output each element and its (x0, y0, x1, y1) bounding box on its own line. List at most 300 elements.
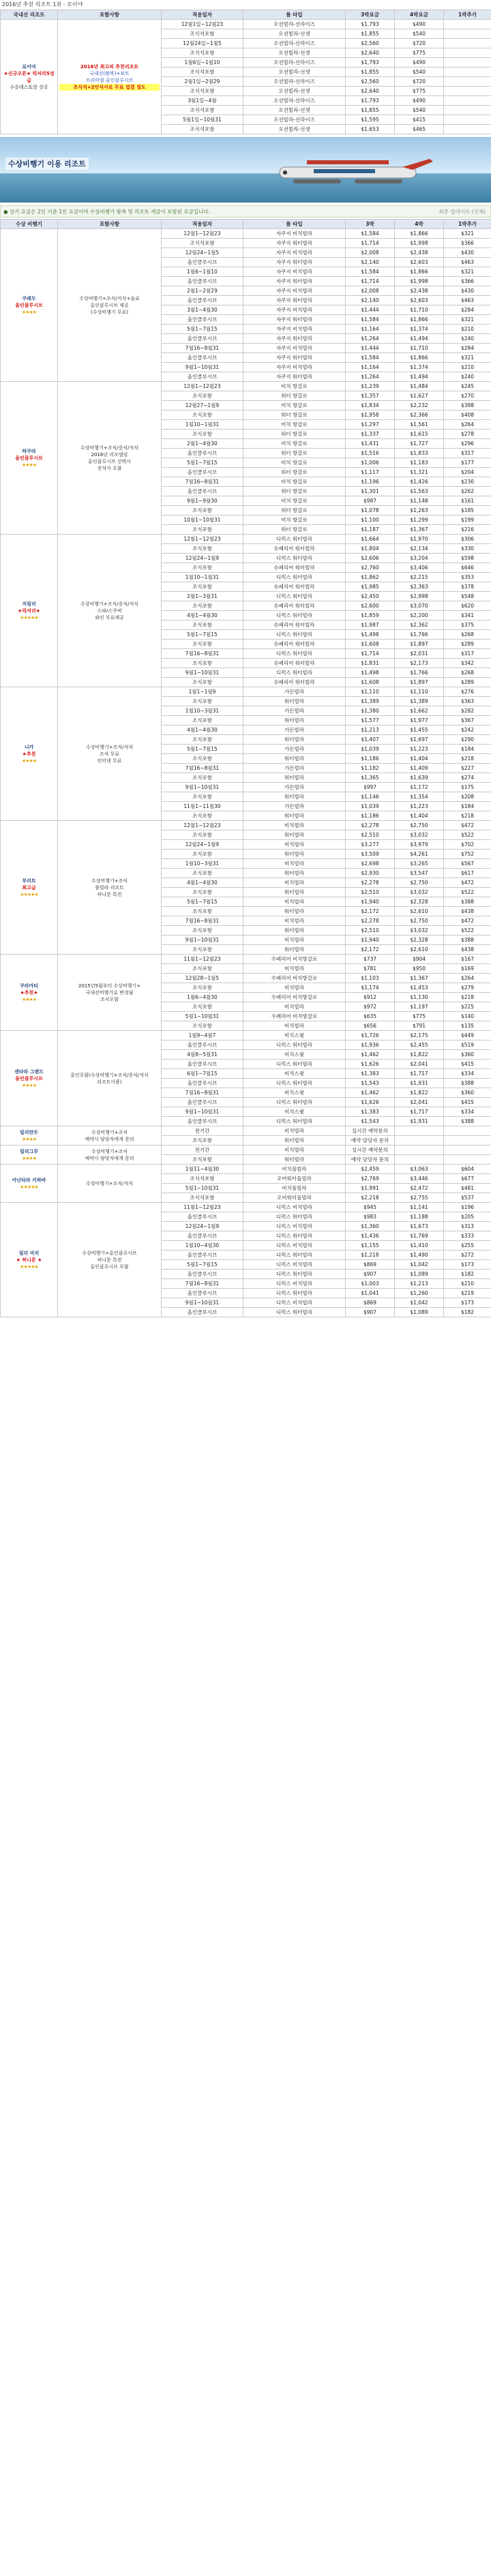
seaplane-banner (0, 137, 491, 203)
room-cell: 워터빌라 (243, 792, 346, 802)
price-extra: $360 (444, 1050, 491, 1060)
date-cell: 조식포함 (162, 945, 243, 955)
date-cell: 조식포함 (162, 1002, 243, 1012)
include-cell: 수상비행기+조식/중식/석식 2016년 리모델링 올인클루시브 선택시 전석사 포함 (58, 382, 162, 535)
date-cell: 올인클루시브 (162, 487, 243, 496)
date-cell: 7월16~8월31 (162, 916, 243, 926)
date-cell: 올인클루시브 (162, 258, 243, 267)
table-row (1, 955, 491, 964)
price-4night: $2,472 (395, 1184, 444, 1193)
resort-cell (1, 687, 58, 821)
date-cell: 조식포함 (162, 983, 243, 993)
price-3night: 예약 담당자 문의 (346, 1155, 395, 1165)
price-extra: $169 (444, 964, 491, 974)
price-extra: $167 (444, 955, 491, 964)
price-4night: $2,603 (395, 258, 444, 267)
price-3night: $1,186 (346, 811, 395, 821)
date-cell: 조식포함 (162, 735, 243, 745)
date-cell: 올인클루시브 (162, 1098, 243, 1107)
room-cell: 워터 방갈로 (243, 410, 346, 420)
cell (444, 68, 491, 77)
table-row (1, 1126, 491, 1136)
price-extra: $317 (444, 649, 491, 659)
price-extra: $313 (444, 1222, 491, 1231)
price-1night: $720 (395, 39, 444, 48)
date-cell: 1월6~4월30 (162, 993, 243, 1002)
room-cell: 비치빌라 (243, 1002, 346, 1012)
price-3night: $3,277 (346, 840, 395, 850)
price-extra (444, 1136, 491, 1145)
date-cell: 9월1~10월31 (162, 1298, 243, 1308)
date-cell: 조식포함 (162, 754, 243, 764)
price-extra: $216 (444, 525, 491, 535)
date-cell: 올인클루시브 (162, 468, 243, 477)
resort-name[interactable]: 지링리 (22, 601, 36, 607)
price-4night: $1,223 (395, 802, 444, 811)
price-4night: $1,563 (395, 487, 444, 496)
resort-cell (1, 535, 58, 687)
date-cell: 조식포함 (162, 601, 243, 611)
price-4night: $1,354 (395, 792, 444, 802)
resort-tag: ★추천 (22, 751, 36, 757)
price-extra: $204 (444, 468, 491, 477)
price-extra: $334 (444, 1069, 491, 1079)
price-extra: $522 (444, 926, 491, 935)
price-extra: $218 (444, 811, 491, 821)
price-4night: $1,710 (395, 344, 444, 353)
date-cell: 올인클루시브 (162, 315, 243, 325)
date-cell: 1월10~1월31 (162, 573, 243, 582)
room-cell: 비치빌라 (243, 1145, 346, 1155)
price-3night: $2,218 (346, 1193, 395, 1203)
price-4night: $1,455 (395, 725, 444, 735)
price-4night: $1,404 (395, 811, 444, 821)
price-4night: $2,998 (395, 592, 444, 601)
resort-name[interactable]: 쿠라마티 (19, 983, 39, 989)
price-3night: $1,110 (346, 687, 395, 697)
room-cell: 비치빌라 (243, 1021, 346, 1031)
date-cell: 12월24~1월9 (162, 840, 243, 850)
include-line: 국내선(왕복)+보트 (89, 70, 130, 76)
price-4night: $1,042 (395, 1298, 444, 1308)
resort-name[interactable]: 아난타라 키하바 (12, 1177, 46, 1183)
room-cell: 오션빌라-선셋 (243, 125, 346, 134)
date-cell: 조식석포함 (162, 125, 243, 134)
date-cell: 9월1~10월31 (162, 1107, 243, 1117)
date-cell: 6월1~7월15 (162, 1069, 243, 1079)
price-extra: $463 (444, 258, 491, 267)
rating-stars: ★★★★ (21, 758, 37, 764)
room-cell: 디럭스 워터빌라 (243, 1250, 346, 1260)
price-3night: $1,958 (346, 410, 395, 420)
date-cell: 5월1~7월15 (162, 897, 243, 907)
price-3night: $1,357 (346, 391, 395, 401)
room-cell: 워터빌라 (243, 1136, 346, 1145)
price-extra: $185 (444, 506, 491, 515)
date-cell: 12월24일~1월5 (162, 39, 243, 48)
price-extra: $262 (444, 487, 491, 496)
price-3night: $1,187 (346, 525, 395, 535)
date-cell: 올인클루시브 (162, 1060, 243, 1069)
price-extra: $463 (444, 296, 491, 305)
room-cell: 워터빌라 (243, 716, 346, 725)
price-4night: $791 (395, 1021, 444, 1031)
resort-cell (1, 1165, 58, 1203)
price-3night: $1,039 (346, 745, 395, 754)
room-cell: 오션빌라-선셋 (243, 48, 346, 58)
price-4night: $1,172 (395, 783, 444, 792)
price-4night: $1,453 (395, 983, 444, 993)
room-cell: 비치 방갈로 (243, 401, 346, 410)
price-extra: $219 (444, 1289, 491, 1298)
price-4night: $1,931 (395, 1079, 444, 1088)
room-cell: 워터 방갈로 (243, 506, 346, 515)
date-cell: 12월1~12월23 (162, 382, 243, 391)
table-row (1, 1031, 491, 1040)
price-extra: $330 (444, 544, 491, 554)
date-cell: 올인클루시브 (162, 1270, 243, 1279)
rating-stars: ★★★★ (21, 1155, 37, 1161)
resort-name[interactable]: 센타라 그랜드 (14, 1068, 44, 1075)
room-cell: 디럭스 워터빌라 (243, 1117, 346, 1126)
room-cell: 워터빌라 (243, 754, 346, 764)
table-row (1, 535, 491, 544)
room-cell: 비치스윗 (243, 1088, 346, 1098)
rating-stars: ★★★★★ (20, 614, 38, 620)
room-cell: 비치스윗 (243, 1050, 346, 1060)
room-cell: 디럭스 워터빌라 (243, 554, 346, 563)
price-3night: $1,164 (346, 325, 395, 334)
price-3night: $2,930 (346, 869, 395, 878)
room-cell: 디럭스 워터빌라 (243, 668, 346, 678)
price-extra: $199 (444, 515, 491, 525)
price-extra: $245 (444, 382, 491, 391)
price-extra: $290 (444, 735, 491, 745)
room-cell: 워터 방갈로 (243, 391, 346, 401)
resort-name[interactable]: 빌리그루 (19, 1148, 39, 1154)
price-extra: $177 (444, 458, 491, 468)
date-cell: 조식포함 (162, 430, 243, 439)
col-seaplane: 수상 비행기 (1, 220, 58, 229)
notice-text: ● 상기 요금은 2인 기준 1인 요금이며 수상비행기 왕복 및 리조트 세금이 포함된 요금입니다. (3, 209, 211, 215)
rating-stars: ★★★★ (21, 996, 37, 1002)
room-cell: 슈페리어 워터빌라 (243, 544, 346, 554)
room-cell: 슈페리어 워터빌라 (243, 582, 346, 592)
price-4night: $2,232 (395, 401, 444, 410)
price-3night: 예약 담당자 문의 (346, 1136, 395, 1145)
price-extra: $438 (444, 907, 491, 916)
cell (444, 29, 491, 39)
room-cell: 슈페리어 워터빌라 (243, 678, 346, 687)
date-cell: 올인클루시브 (162, 277, 243, 286)
room-cell: 워터빌라 (243, 869, 346, 878)
price-extra: $677 (444, 1174, 491, 1184)
main-resort-table (0, 219, 491, 1317)
resort-cell (1, 821, 58, 955)
price-4night: $1,662 (395, 706, 444, 716)
price-extra: $210 (444, 1279, 491, 1289)
table-row (1, 1165, 491, 1174)
room-cell: 디럭스 비치빌라 (243, 1298, 346, 1308)
room-cell: 디럭스 워터빌라 (243, 649, 346, 659)
price-3night: $1,103 (346, 974, 395, 983)
price-3night: $2,640 (346, 48, 395, 58)
price-extra: $255 (444, 1241, 491, 1250)
date-cell: 12월27~1월9 (162, 401, 243, 410)
price-4night (395, 1136, 444, 1145)
price-3night: $1,804 (346, 544, 395, 554)
price-3night: $1,360 (346, 1222, 395, 1231)
date-cell: 올인클루시브 (162, 1117, 243, 1126)
date-cell: 조식포함 (162, 1136, 243, 1145)
price-4night: $1,367 (395, 974, 444, 983)
price-extra (444, 1145, 491, 1155)
room-cell: 디럭스 비치빌라 (243, 1260, 346, 1270)
price-4night: $2,750 (395, 916, 444, 926)
price-4night: $2,173 (395, 659, 444, 668)
date-cell: 12월24~1월9 (162, 554, 243, 563)
price-4night: $3,070 (395, 601, 444, 611)
date-cell: 7월16~8월31 (162, 1088, 243, 1098)
price-3night: $1,834 (346, 401, 395, 410)
price-4night: $3,032 (395, 830, 444, 840)
date-cell: 1월6~1월10 (162, 267, 243, 277)
resort-cell (1, 1203, 58, 1317)
resort-name[interactable]: 쿠레두 (22, 295, 36, 301)
col-4night: 4박요금 (395, 10, 444, 20)
price-4night: $2,362 (395, 620, 444, 630)
price-3night: $1,991 (346, 1184, 395, 1193)
price-extra: $196 (444, 1203, 491, 1212)
date-cell: 1월10~3월31 (162, 706, 243, 716)
price-extra: $430 (444, 248, 491, 258)
resort-name[interactable]: 로이야 (22, 63, 36, 70)
room-cell: 가든빌라 (243, 725, 346, 735)
price-extra: $210 (444, 363, 491, 372)
price-extra: $367 (444, 716, 491, 725)
price-extra: $284 (444, 344, 491, 353)
date-cell: 전기간 (162, 1126, 243, 1136)
price-4night: $775 (395, 1012, 444, 1021)
col-include: 포함사항 (58, 10, 162, 20)
price-extra: $135 (444, 1021, 491, 1031)
room-cell: 오션빌라-선셋 (243, 106, 346, 115)
price-4night: $904 (395, 955, 444, 964)
price-4night: $3,204 (395, 554, 444, 563)
price-extra: $205 (444, 1212, 491, 1222)
date-cell: 7월16~8월31 (162, 477, 243, 487)
date-cell: 조식포함 (162, 659, 243, 668)
resort-cell (1, 20, 58, 134)
room-cell: 가든빌라 (243, 706, 346, 716)
cell (444, 96, 491, 106)
date-cell: 3월1일~4월 (162, 96, 243, 106)
price-3night: 실시간 예약문의 (346, 1126, 395, 1136)
resort-tag: 최고급 (22, 884, 36, 890)
price-3night: $869 (346, 1298, 395, 1308)
room-cell: 비치 방갈로 (243, 458, 346, 468)
room-cell: 디럭스 비치빌라 (243, 1222, 346, 1231)
price-3night: $1,940 (346, 897, 395, 907)
price-3night: 실시간 예약문의 (346, 1145, 395, 1155)
price-4night: $2,603 (395, 296, 444, 305)
price-3night: $1,608 (346, 678, 395, 687)
price-1night: $775 (395, 87, 444, 96)
price-4night: $1,130 (395, 993, 444, 1002)
date-cell: 2월1~2월29 (162, 286, 243, 296)
room-cell: 워터 방갈로 (243, 449, 346, 458)
price-4night: $1,822 (395, 1050, 444, 1060)
price-3night: $1,584 (346, 315, 395, 325)
price-3night: $2,459 (346, 1165, 395, 1174)
price-extra: $388 (444, 1079, 491, 1088)
date-cell: 조식포함 (162, 563, 243, 573)
price-3night: $1,186 (346, 754, 395, 764)
price-3night: $1,039 (346, 802, 395, 811)
price-3night: $2,278 (346, 878, 395, 888)
price-4night: $1,197 (395, 1002, 444, 1012)
date-cell: 올인클루시브 (162, 296, 243, 305)
date-cell: 10월1~10월31 (162, 515, 243, 525)
resort-name[interactable]: 빌리란두 (19, 1129, 39, 1135)
price-3night: $1,462 (346, 1050, 395, 1060)
room-cell: 비치빌라 (243, 878, 346, 888)
price-extra: $408 (444, 410, 491, 420)
resort-name[interactable]: 니카 (24, 744, 34, 750)
price-1night: $540 (395, 29, 444, 39)
price-3night: $907 (346, 1308, 395, 1317)
date-cell: 조식포함 (162, 544, 243, 554)
price-3night: $1,664 (346, 535, 395, 544)
room-cell: 디럭스 워터빌라 (243, 1270, 346, 1279)
resort-name[interactable]: 부러트 (22, 878, 36, 884)
room-cell: 워터빌라 (243, 888, 346, 897)
room-cell: 오버워터풀빌라 (243, 1193, 346, 1203)
price-4night: $950 (395, 964, 444, 974)
room-cell: 디럭스 비치빌라 (243, 1241, 346, 1250)
price-extra: $306 (444, 535, 491, 544)
price-4night: $1,426 (395, 477, 444, 487)
date-cell: 9월1~10월31 (162, 935, 243, 945)
price-3night: $945 (346, 1203, 395, 1212)
price-extra: $617 (444, 869, 491, 878)
price-extra: $438 (444, 945, 491, 955)
price-4night: $2,134 (395, 544, 444, 554)
price-extra: $415 (444, 1060, 491, 1069)
price-extra: $388 (444, 935, 491, 945)
price-extra: $366 (444, 277, 491, 286)
price-extra: $173 (444, 1260, 491, 1270)
price-3night: $1,462 (346, 1088, 395, 1098)
room-cell: 오션빌라-선셋 (243, 87, 346, 96)
price-4night: $1,866 (395, 315, 444, 325)
price-3night: $1,595 (346, 115, 395, 125)
rating-stars: ★★★★★ (20, 1184, 38, 1190)
price-extra: $366 (444, 239, 491, 248)
date-cell: 조식포함 (162, 1021, 243, 1031)
price-4night: $1,223 (395, 745, 444, 754)
price-3night: $1,626 (346, 1098, 395, 1107)
price-4night: $2,200 (395, 611, 444, 620)
room-cell: 비치빌라 (243, 859, 346, 869)
price-3night: $1,218 (346, 1250, 395, 1260)
room-cell: 오션빌라-선라이즈 (243, 115, 346, 125)
col-room: 룸 타입 (243, 10, 346, 20)
resort-cell (1, 1145, 58, 1165)
room-cell: 디럭스 워터빌라 (243, 1040, 346, 1050)
room-cell: 비치 방갈로 (243, 439, 346, 449)
price-3night: $1,831 (346, 659, 395, 668)
date-cell: 조식포함 (162, 792, 243, 802)
resort-name[interactable]: 릴리 비치 (18, 1250, 40, 1256)
room-cell: 비치빌라 (243, 916, 346, 926)
resort-name[interactable]: 하쿠라 (22, 448, 36, 454)
col-include: 포함사항 (58, 220, 162, 229)
price-4night: $3,406 (395, 563, 444, 573)
room-cell: 비치빌라 (243, 935, 346, 945)
rating-stars: ★★★★ (21, 1136, 37, 1142)
price-extra: $472 (444, 916, 491, 926)
price-3night: $1,584 (346, 353, 395, 363)
price-3night: $737 (346, 955, 395, 964)
price-4night: $2,610 (395, 907, 444, 916)
cell (444, 125, 491, 134)
date-cell: 1월10~1월31 (162, 420, 243, 430)
cell (444, 87, 491, 96)
price-3night: $3,509 (346, 850, 395, 859)
price-4night: $1,141 (395, 1203, 444, 1212)
room-cell: 오션빌라-선라이즈 (243, 58, 346, 68)
date-cell: 9월1~10월31 (162, 783, 243, 792)
price-4night: $3,547 (395, 869, 444, 878)
price-extra: $276 (444, 687, 491, 697)
price-4night: $1,673 (395, 1222, 444, 1231)
date-cell: 조식석포함 (162, 68, 243, 77)
price-extra: $208 (444, 792, 491, 802)
price-extra: $472 (444, 878, 491, 888)
include-cell: 올인포함(수상비행기+조식/중식/석식 리조트이용) (58, 1031, 162, 1126)
price-3night: $781 (346, 964, 395, 974)
room-cell: 워터빌라 (243, 735, 346, 745)
price-3night: $1,264 (346, 334, 395, 344)
price-3night: $1,859 (346, 611, 395, 620)
room-cell: 비치풀빌라 (243, 1165, 346, 1174)
price-extra: $210 (444, 325, 491, 334)
price-extra: $284 (444, 305, 491, 315)
price-3night: $1,196 (346, 477, 395, 487)
table-row (1, 1145, 491, 1155)
price-extra: $182 (444, 1270, 491, 1279)
date-cell: 5월1~7월15 (162, 325, 243, 334)
price-4night: $2,755 (395, 1193, 444, 1203)
room-cell: 수페리어 비치방갈로 (243, 1012, 346, 1021)
date-cell: 2월1일~2월29 (162, 77, 243, 87)
date-cell: 조식포함 (162, 964, 243, 974)
price-3night: $2,510 (346, 926, 395, 935)
room-cell: 슈페리어 워터빌라 (243, 620, 346, 630)
price-extra: $388 (444, 897, 491, 907)
price-extra: $240 (444, 334, 491, 344)
date-cell: 올인클루시브 (162, 1040, 243, 1050)
price-extra: $519 (444, 1040, 491, 1050)
cell (444, 77, 491, 87)
price-3night: $2,008 (346, 248, 395, 258)
price-extra: $268 (444, 668, 491, 678)
price-extra: $264 (444, 420, 491, 430)
price-extra: $282 (444, 706, 491, 716)
date-cell: 조식포함 (162, 525, 243, 535)
price-3night: $1,855 (346, 106, 395, 115)
